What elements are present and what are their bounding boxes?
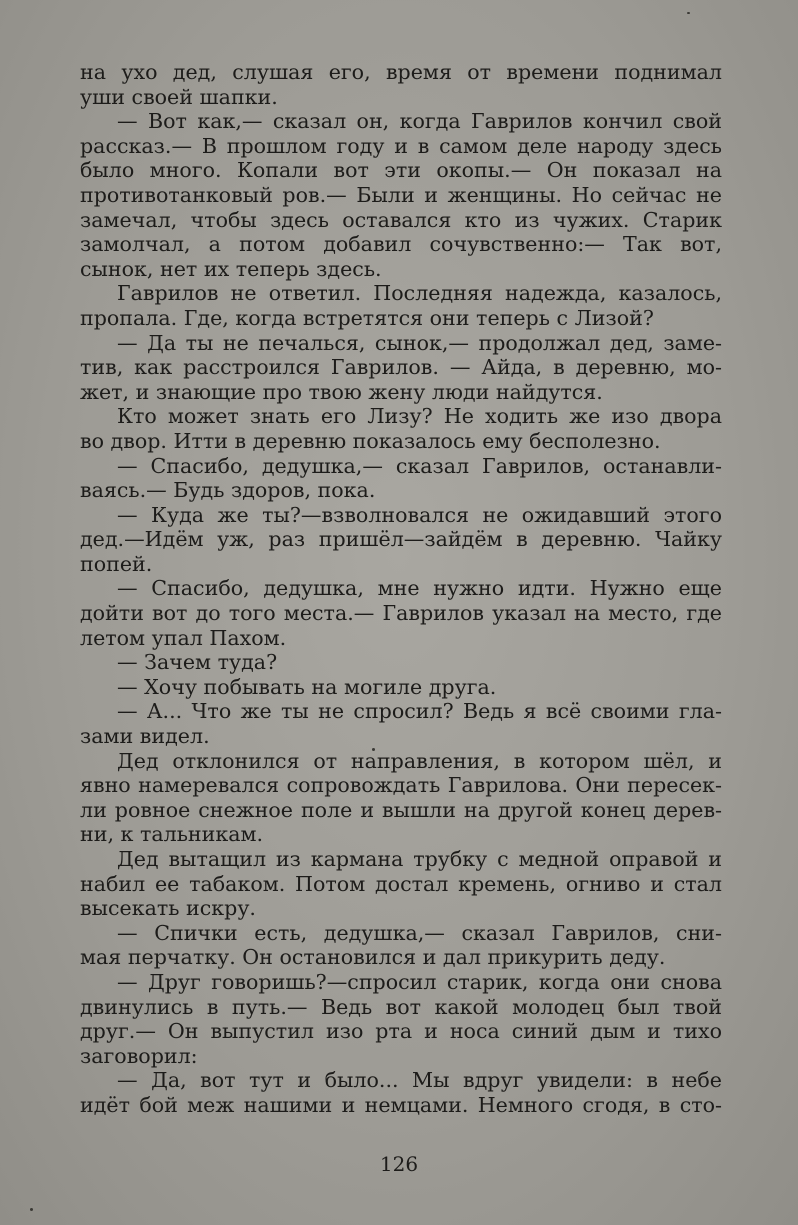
text-line: ваясь.— Будь здоров, пока. (80, 478, 376, 503)
text-line: — Хочу побывать на могиле друга. (117, 674, 497, 699)
text-line: — Вот как,— сказал он, когда Гаврилов кончил свой (117, 109, 722, 134)
text-line: Дед отклонился от направления, в котором шёл, и (117, 748, 722, 773)
text-line: — Спички есть, дедушка,— сказал Гаврилов, сни- (117, 920, 722, 945)
text-line: набил ее табаком. Потом достал кремень, огниво и стал (80, 871, 722, 896)
text-line: Дед вытащил из кармана трубку с медной оправой и (117, 847, 722, 871)
text-line: высекать искру. (80, 896, 256, 921)
text-line: зами видел. (80, 724, 210, 749)
text-line: попей. (80, 551, 153, 576)
text-line: замечал, чтобы здесь оставался кто из чужих. Старик (80, 207, 722, 232)
text-line: заговорил: (80, 1043, 198, 1068)
text-line: тив, как расстроился Гаврилов. — Айда, в деревню, мо- (80, 355, 722, 380)
text-line: ни, к тальникам. (80, 822, 264, 847)
text-line: рассказ.— В прошлом году и в самом деле народу здесь (80, 133, 722, 158)
text-line: летом упал Пахом. (80, 625, 287, 650)
text-line: дед.—Идём уж, раз пришёл—зайдём в деревню. Чайку (80, 527, 722, 552)
text-line: было много. Копали вот эти окопы.— Он показал на (80, 158, 722, 183)
text-line: — Куда же ты?—взволновался не ожидавший этого (117, 502, 722, 527)
text-line: во двор. Итти в деревню показалось ему бесполезно. (80, 428, 661, 453)
text-line: сынок, нет их теперь здесь. (80, 256, 382, 281)
text-line: идёт бой меж нашими и немцами. Немного сгодя, в сто- (80, 1092, 722, 1117)
text-line: мая перчатку. Он остановился и дал прикурить деду. (80, 945, 666, 970)
text-line: на ухо дед, слушая его, время от времени поднимал (80, 60, 722, 84)
text-line: замолчал, а потом добавил сочувственно:— Так вот, (80, 232, 722, 257)
body-text (80, 60, 722, 1118)
text-line: противотанковый ров.— Были и женщины. Но сейчас не (80, 182, 722, 207)
text-line: — Зачем туда? (117, 650, 278, 675)
text-line: уши своей шапки. (80, 84, 278, 109)
text-line: — Да ты не печалься, сынок,— продолжал дед, заме- (117, 330, 722, 355)
text-line: — А... Что же ты не спросил? Ведь я всё своими гла- (117, 699, 722, 724)
page-number: 126 (379, 1152, 419, 1176)
text-line: — Друг говоришь?—спросил старик, когда они снова (117, 969, 722, 994)
text-line: — Спасибо, дедушка, мне нужно идти. Нужно еще (117, 576, 722, 601)
text-line: Гаврилов не ответил. Последняя надежда, казалось, (117, 281, 722, 306)
text-line: двинулись в путь.— Ведь вот какой молодец был твой (80, 994, 722, 1019)
text-line: пропала. Где, когда встретятся они теперь с Лизой? (80, 305, 654, 330)
text-line: жет, и знающие про твою жену люди найдутся. (80, 379, 603, 404)
text-line: друг.— Он выпустил изо рта и носа синий дым и тихо (80, 1019, 722, 1044)
paper-speck (687, 12, 690, 14)
text-line: ли ровное снежное поле и вышли на другой конец дерев- (80, 797, 722, 822)
text-line: Кто может знать его Лизу? Не ходить же изо двора (117, 404, 722, 429)
paper-speck (30, 1208, 33, 1211)
text-line: — Спасибо, дедушка,— сказал Гаврилов, останавли- (117, 453, 722, 478)
text-line: дойти вот до того места.— Гаврилов указал на место, где (80, 601, 722, 626)
text-line: — Да, вот тут и было... Мы вдруг увидели: в небе (117, 1068, 722, 1093)
text-line: явно намеревался сопровождать Гаврилова. Они пересек- (80, 773, 722, 798)
